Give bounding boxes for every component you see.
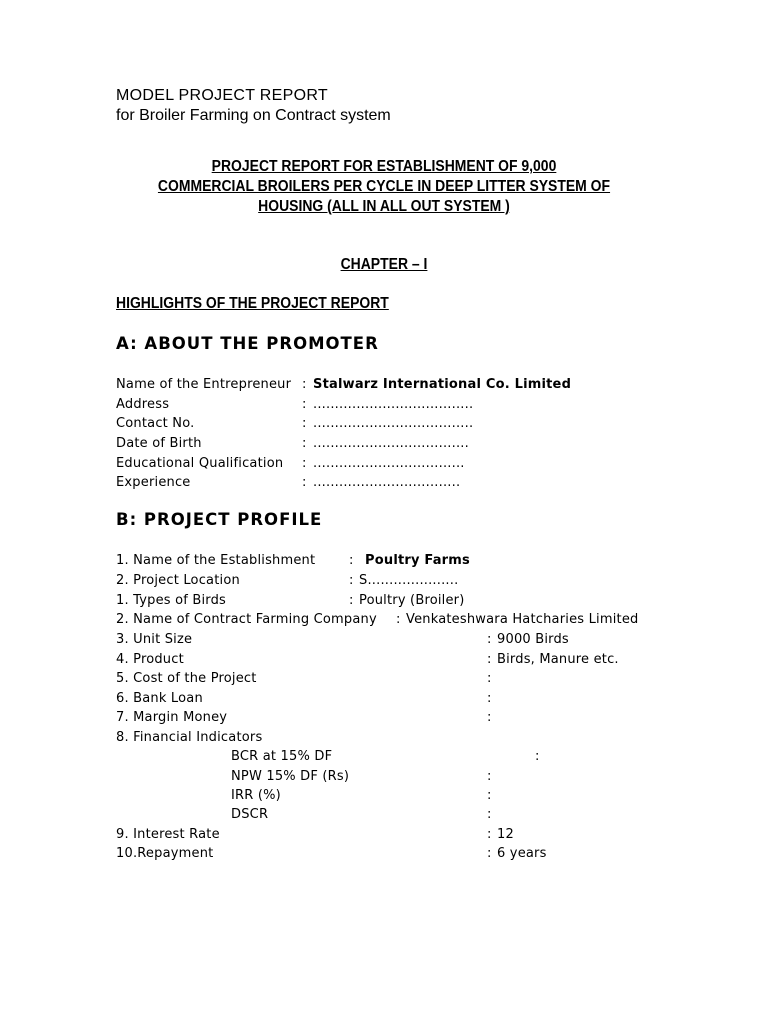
profile-section-heading: B: PROJECT PROFILE bbox=[116, 510, 323, 529]
row-label: Date of Birth bbox=[116, 436, 202, 451]
row-separator: : bbox=[487, 632, 492, 647]
report-type-heading: MODEL PROJECT REPORT bbox=[116, 87, 328, 104]
row-value: ..................................... bbox=[313, 416, 474, 431]
project-title-line-3: HOUSING (ALL IN ALL OUT SYSTEM ) bbox=[258, 198, 510, 215]
row-label: NPW 15% DF (Rs) bbox=[231, 769, 350, 784]
row-label: 1. Name of the Establishment bbox=[116, 553, 316, 568]
row-value: Venkateshwara Hatcharies Limited bbox=[406, 612, 639, 627]
row-label: DSCR bbox=[231, 807, 269, 822]
row-label: 6. Bank Loan bbox=[116, 691, 203, 706]
row-separator: : bbox=[302, 436, 307, 451]
row-separator: : bbox=[349, 553, 354, 568]
row-label: 4. Product bbox=[116, 652, 184, 667]
row-separator: : bbox=[535, 749, 540, 764]
row-separator: : bbox=[487, 827, 492, 842]
row-separator: : bbox=[349, 593, 354, 608]
row-separator: : bbox=[487, 846, 492, 861]
row-separator: : bbox=[349, 573, 354, 588]
row-value: .................................... bbox=[313, 436, 469, 451]
row-label: IRR (%) bbox=[231, 788, 281, 803]
row-label: Educational Qualification bbox=[116, 456, 284, 471]
row-label: 8. Financial Indicators bbox=[116, 730, 263, 745]
row-separator: : bbox=[487, 769, 492, 784]
row-label: Experience bbox=[116, 475, 191, 490]
row-label: 2. Project Location bbox=[116, 573, 240, 588]
row-label: Address bbox=[116, 397, 170, 412]
row-separator: : bbox=[302, 456, 307, 471]
chapter-heading: CHAPTER – I bbox=[340, 256, 428, 273]
row-separator: : bbox=[487, 691, 492, 706]
row-value: Birds, Manure etc. bbox=[497, 652, 619, 667]
row-label: Name of the Entrepreneur bbox=[116, 377, 292, 392]
row-value: Poultry Farms bbox=[365, 553, 470, 568]
row-separator: : bbox=[487, 807, 492, 822]
row-value: S..................... bbox=[359, 573, 459, 588]
row-value: 6 years bbox=[497, 846, 547, 861]
project-title-line-1: PROJECT REPORT FOR ESTABLISHMENT OF 9,000 bbox=[211, 158, 557, 175]
row-label: BCR at 15% DF bbox=[231, 749, 333, 764]
row-separator: : bbox=[302, 416, 307, 431]
project-title bbox=[38, 157, 729, 217]
row-label: 3. Unit Size bbox=[116, 632, 193, 647]
row-value: ................................... bbox=[313, 456, 465, 471]
row-value: ..................................... bbox=[313, 397, 474, 412]
row-label: 5. Cost of the Project bbox=[116, 671, 257, 686]
row-value: 12 bbox=[497, 827, 514, 842]
row-separator: : bbox=[302, 475, 307, 490]
row-separator: : bbox=[302, 377, 307, 392]
row-value: Poultry (Broiler) bbox=[359, 593, 465, 608]
row-value: Stalwarz International Co. Limited bbox=[313, 377, 572, 392]
promoter-section-heading: A: ABOUT THE PROMOTER bbox=[116, 334, 379, 353]
row-label: 9. Interest Rate bbox=[116, 827, 220, 842]
row-label: 1. Types of Birds bbox=[116, 593, 227, 608]
row-separator: : bbox=[302, 397, 307, 412]
row-label: Contact No. bbox=[116, 416, 195, 431]
row-value: .................................. bbox=[313, 475, 461, 490]
row-label: 2. Name of Contract Farming Company bbox=[116, 612, 377, 627]
highlights-heading: HIGHLIGHTS OF THE PROJECT REPORT bbox=[116, 295, 389, 312]
report-subheading: for Broiler Farming on Contract system bbox=[116, 107, 391, 124]
project-title-line-2: COMMERCIAL BROILERS PER CYCLE IN DEEP LITTER SYSTEM OF bbox=[157, 178, 611, 195]
row-separator: : bbox=[396, 612, 401, 627]
row-separator: : bbox=[487, 710, 492, 725]
row-value: 9000 Birds bbox=[497, 632, 569, 647]
row-label: 7. Margin Money bbox=[116, 710, 228, 725]
row-separator: : bbox=[487, 671, 492, 686]
row-separator: : bbox=[487, 788, 492, 803]
row-label: 10.Repayment bbox=[116, 846, 214, 861]
row-separator: : bbox=[487, 652, 492, 667]
